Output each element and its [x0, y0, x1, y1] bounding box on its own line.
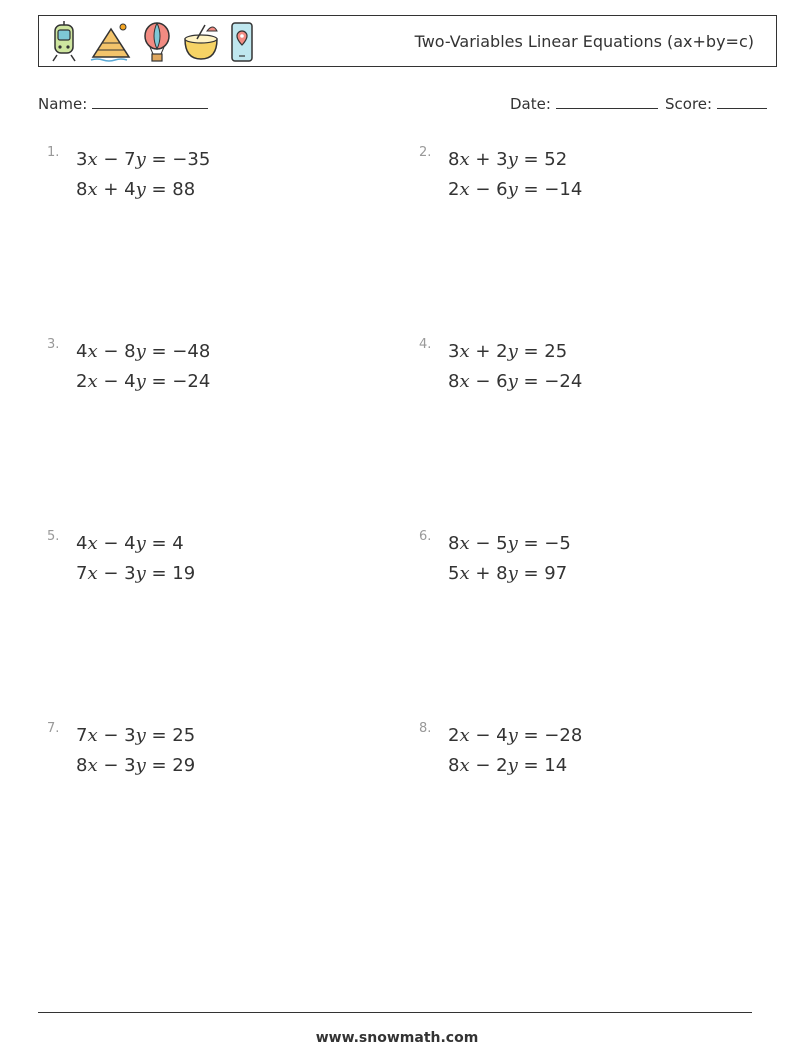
var-x: x [459, 563, 470, 584]
coef-b: 6 [496, 179, 508, 200]
coef-b: 3 [124, 725, 136, 746]
var-x: x [87, 563, 98, 584]
equals: = [517, 149, 545, 170]
coef-a: 3 [76, 149, 88, 170]
constant: 25 [172, 725, 196, 746]
var-x: x [459, 371, 470, 392]
coef-b: 5 [496, 533, 508, 554]
var-y: y [507, 755, 518, 776]
equation-2 [76, 755, 236, 776]
coef-a: 2 [76, 371, 88, 392]
coef-a: 8 [448, 533, 460, 554]
var-y: y [507, 179, 518, 200]
equals: = [517, 725, 545, 746]
equals: = [145, 725, 173, 746]
equals: = [517, 341, 545, 362]
equation-1 [448, 149, 608, 170]
equals: = [517, 755, 545, 776]
equation-1 [448, 533, 608, 554]
equals: = [517, 533, 545, 554]
var-x: x [459, 533, 470, 554]
equation-2 [448, 371, 608, 392]
constant: −24 [172, 371, 211, 392]
coef-b: 3 [496, 149, 508, 170]
var-x: x [459, 179, 470, 200]
operator: − [469, 755, 497, 776]
coef-a: 8 [76, 179, 88, 200]
operator: − [97, 149, 125, 170]
operator: + [469, 563, 497, 584]
var-x: x [459, 725, 470, 746]
problem-number: 8. [419, 721, 432, 736]
tram-icon [47, 21, 81, 63]
header-box [38, 15, 777, 67]
var-y: y [507, 563, 518, 584]
coef-b: 6 [496, 371, 508, 392]
equals: = [145, 371, 173, 392]
icon-strip [47, 20, 255, 64]
equals: = [145, 533, 173, 554]
coef-a: 3 [448, 341, 460, 362]
coef-a: 7 [76, 725, 88, 746]
constant: −24 [544, 371, 583, 392]
var-x: x [459, 341, 470, 362]
operator: − [97, 341, 125, 362]
constant: 29 [172, 755, 196, 776]
operator: − [97, 755, 125, 776]
var-y: y [135, 179, 146, 200]
coef-a: 2 [448, 725, 460, 746]
coef-b: 8 [124, 341, 136, 362]
problem-number: 2. [419, 145, 432, 160]
worksheet-title: Two-Variables Linear Equations (ax+by=c) [414, 32, 754, 51]
equation-1 [76, 725, 236, 746]
var-y: y [135, 563, 146, 584]
coef-a: 8 [448, 371, 460, 392]
constant: 88 [172, 179, 196, 200]
var-x: x [87, 755, 98, 776]
problem-number: 5. [47, 529, 60, 544]
constant: −48 [172, 341, 211, 362]
coef-a: 8 [448, 149, 460, 170]
name-label: Name: [38, 95, 88, 113]
constant: −5 [544, 533, 571, 554]
constant: 25 [544, 341, 568, 362]
coef-b: 7 [124, 149, 136, 170]
constant: −35 [172, 149, 211, 170]
coef-b: 4 [496, 725, 508, 746]
var-y: y [507, 149, 518, 170]
operator: − [97, 533, 125, 554]
coef-a: 4 [76, 533, 88, 554]
equation-1 [76, 149, 236, 170]
footer-url: www.snowmath.com [315, 1030, 479, 1046]
equals: = [145, 563, 173, 584]
equation-2 [448, 755, 608, 776]
score-blank[interactable] [717, 94, 767, 109]
footer-divider [38, 1012, 752, 1013]
name-field[interactable] [38, 94, 208, 113]
constant: −28 [544, 725, 583, 746]
var-y: y [135, 341, 146, 362]
equals: = [517, 371, 545, 392]
date-field[interactable] [510, 94, 658, 113]
var-y: y [135, 371, 146, 392]
operator: − [469, 179, 497, 200]
operator: + [469, 341, 497, 362]
var-y: y [507, 725, 518, 746]
var-y: y [507, 371, 518, 392]
date-label: Date: [510, 95, 551, 113]
equals: = [517, 563, 545, 584]
var-x: x [87, 341, 98, 362]
constant: 97 [544, 563, 568, 584]
var-x: x [459, 755, 470, 776]
score-field[interactable] [665, 94, 767, 113]
name-blank[interactable] [92, 94, 208, 109]
operator: + [97, 179, 125, 200]
coef-b: 4 [124, 533, 136, 554]
equals: = [145, 149, 173, 170]
operator: − [97, 725, 125, 746]
coef-a: 2 [448, 179, 460, 200]
operator: − [469, 533, 497, 554]
var-y: y [507, 341, 518, 362]
problem-number: 7. [47, 721, 60, 736]
coef-a: 8 [76, 755, 88, 776]
operator: − [97, 371, 125, 392]
constant: 4 [172, 533, 184, 554]
coef-a: 5 [448, 563, 460, 584]
equals: = [145, 179, 173, 200]
constant: 19 [172, 563, 196, 584]
equation-1 [448, 725, 608, 746]
operator: + [469, 149, 497, 170]
var-x: x [87, 371, 98, 392]
equation-2 [76, 179, 236, 200]
coef-b: 4 [124, 371, 136, 392]
operator: − [469, 371, 497, 392]
score-label: Score: [665, 95, 713, 113]
var-y: y [135, 533, 146, 554]
problem-number: 3. [47, 337, 60, 352]
var-x: x [459, 149, 470, 170]
constant: 14 [544, 755, 568, 776]
equation-2 [76, 563, 236, 584]
coef-a: 8 [448, 755, 460, 776]
equation-2 [76, 371, 236, 392]
coef-b: 2 [496, 755, 508, 776]
coef-b: 3 [124, 755, 136, 776]
date-blank[interactable] [556, 94, 658, 109]
equation-2 [448, 563, 608, 584]
var-y: y [135, 755, 146, 776]
var-y: y [507, 533, 518, 554]
phone-location-icon [229, 21, 255, 63]
operator: − [97, 563, 125, 584]
operator: − [469, 725, 497, 746]
var-x: x [87, 533, 98, 554]
hot-air-balloon-icon [141, 21, 173, 63]
equation-2 [448, 179, 608, 200]
pyramid-icon [89, 21, 133, 63]
equals: = [517, 179, 545, 200]
var-y: y [135, 149, 146, 170]
constant: 52 [544, 149, 568, 170]
var-x: x [87, 179, 98, 200]
problem-number: 6. [419, 529, 432, 544]
equation-1 [76, 341, 236, 362]
constant: −14 [544, 179, 583, 200]
coconut-drink-icon [181, 21, 221, 63]
equation-1 [76, 533, 236, 554]
equals: = [145, 341, 173, 362]
equals: = [145, 755, 173, 776]
coef-a: 7 [76, 563, 88, 584]
coef-b: 8 [496, 563, 508, 584]
var-x: x [87, 725, 98, 746]
var-x: x [87, 149, 98, 170]
coef-a: 4 [76, 341, 88, 362]
equation-1 [448, 341, 608, 362]
var-y: y [135, 725, 146, 746]
problem-number: 4. [419, 337, 432, 352]
coef-b: 3 [124, 563, 136, 584]
coef-b: 2 [496, 341, 508, 362]
problem-number: 1. [47, 145, 60, 160]
coef-b: 4 [124, 179, 136, 200]
